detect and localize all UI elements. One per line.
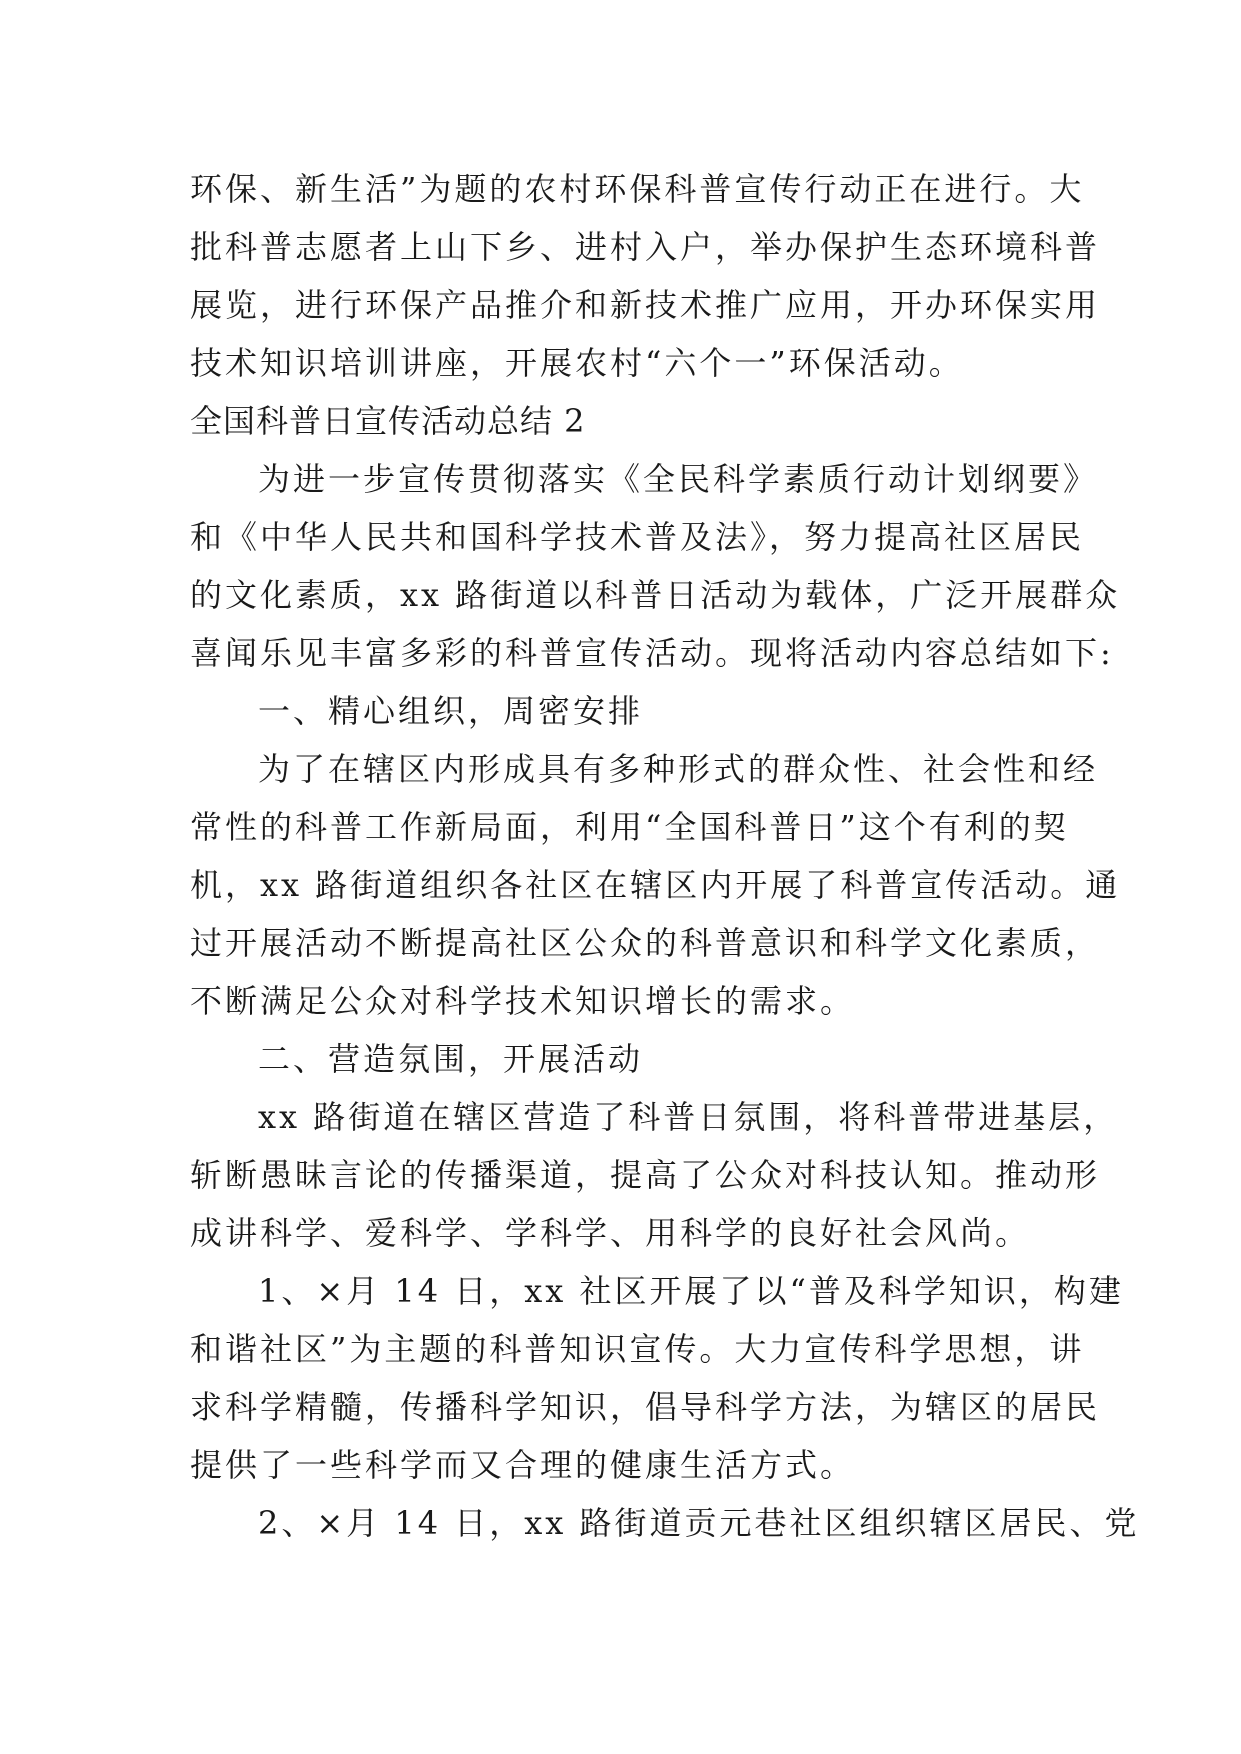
text-line: 机，xx 路街道组织各社区在辖区内开展了科普宣传活动。通 <box>190 866 1121 904</box>
text-line: 喜闻乐见丰富多彩的科普宣传活动。现将活动内容总结如下: <box>190 634 1114 672</box>
text-line: 和谐社区”为主题的科普知识宣传。大力宣传科学思想，讲 <box>190 1330 1085 1368</box>
section-heading: 一、精心组织，周密安排 <box>258 692 644 730</box>
text-line: xx 路街道在辖区营造了科普日氛围，将科普带进基层， <box>258 1098 1119 1136</box>
text-line: 环保、新生活”为题的农村环保科普宣传行动正在进行。大 <box>190 170 1085 208</box>
text-line: 2、×月 14 日，xx 路街道贡元巷社区组织辖区居民、党 <box>258 1504 1140 1542</box>
text-line: 的文化素质，xx 路街道以科普日活动为载体，广泛开展群众 <box>190 576 1121 614</box>
text-line: 斩断愚昧言论的传播渠道，提高了公众对科技认知。推动形 <box>190 1156 1101 1194</box>
text-line: 1、×月 14 日，xx 社区开展了以“普及科学知识，构建 <box>258 1272 1124 1310</box>
text-line: 常性的科普工作新局面，利用“全国科普日”这个有利的契 <box>190 808 1069 846</box>
text-line: 过开展活动不断提高社区公众的科普意识和科学文化素质， <box>190 924 1101 962</box>
section-title: 全国科普日宣传活动总结 2 <box>190 402 586 440</box>
text-line: 成讲科学、爱科学、学科学、用科学的良好社会风尚。 <box>190 1214 1031 1252</box>
text-line: 求科学精髓，传播科学知识，倡导科学方法，为辖区的居民 <box>190 1388 1101 1426</box>
text-line: 批科普志愿者上山下乡、进村入户，举办保护生态环境科普 <box>190 228 1101 266</box>
text-line: 技术知识培训讲座，开展农村“六个一”环保活动。 <box>190 344 964 382</box>
text-line: 提供了一些科学而又合理的健康生活方式。 <box>190 1446 856 1484</box>
text-line: 为了在辖区内形成具有多种形式的群众性、社会性和经 <box>258 750 1099 788</box>
text-line: 展览，进行环保产品推介和新技术推广应用，开办环保实用 <box>190 286 1101 324</box>
text-line: 和《中华人民共和国科学技术普及法》，努力提高社区居民 <box>190 518 1085 556</box>
section-heading: 二、营造氛围，开展活动 <box>258 1040 644 1078</box>
text-line: 不断满足公众对科学技术知识增长的需求。 <box>190 982 856 1020</box>
document-body <box>190 160 1140 1552</box>
text-line: 为进一步宣传贯彻落实《全民科学素质行动计划纲要》 <box>258 460 1099 498</box>
